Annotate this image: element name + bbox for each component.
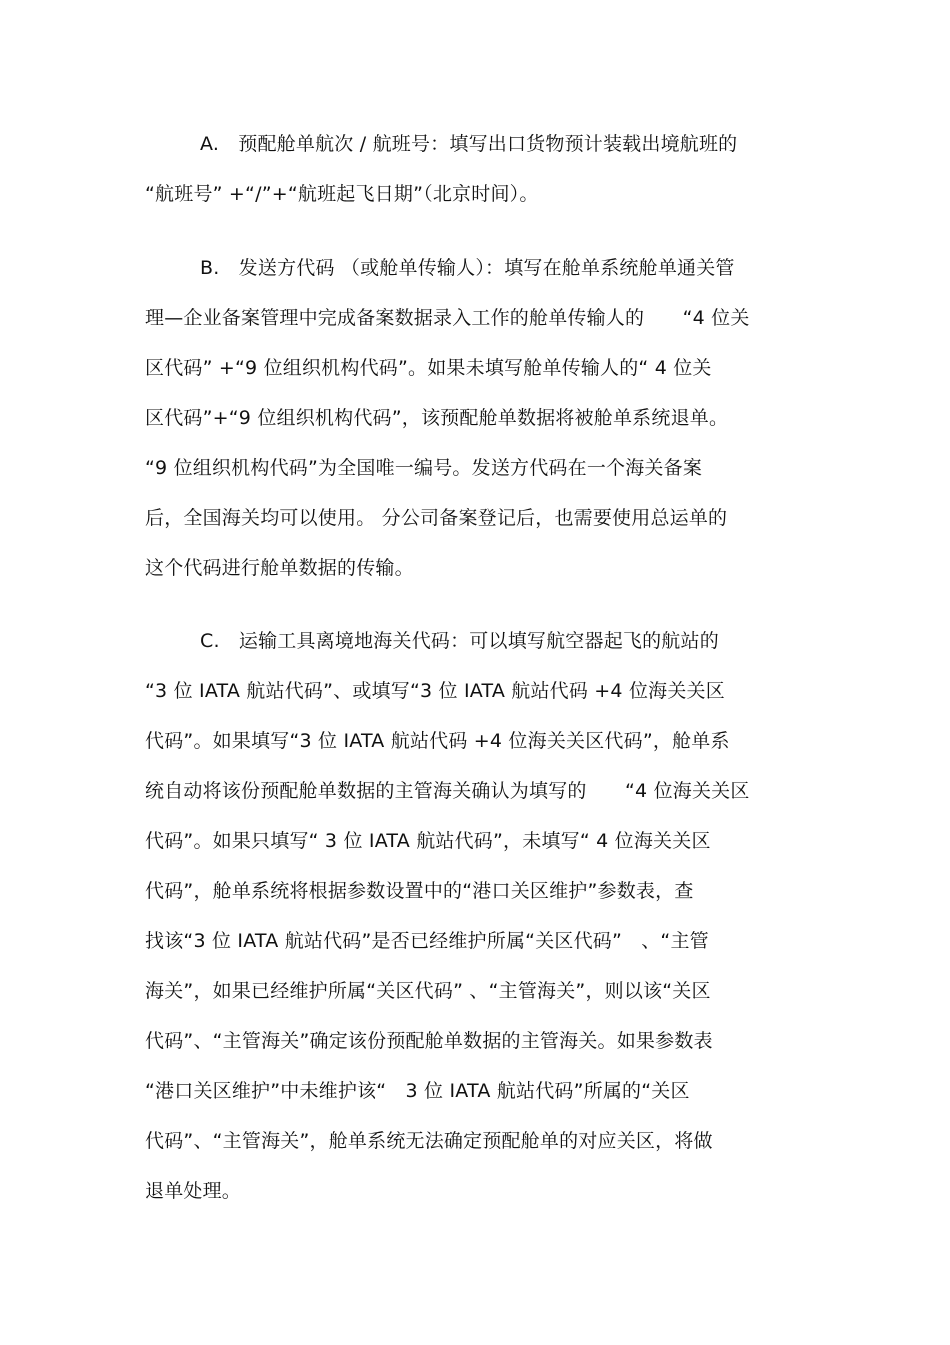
section-b-line-5: “9 位组织机构代码”为全国唯一编号。发送方代码在一个海关备案 [145,457,703,479]
section-c-line-9: 代码”、“主管海关”确定该份预配舱单数据的主管海关。如果参数表 [145,1030,713,1052]
section-c-line-8: 海关”，如果已经维护所属“关区代码” 、“主管海关”，则以该“关区 [145,980,711,1002]
section-b-line-1: B. 发送方代码 （或舱单传输人）：填写在舱单系统舱单通关管 [200,257,735,279]
section-b-line-7: 这个代码进行舱单数据的传输。 [145,557,414,579]
section-c-line-11: 代码”、“主管海关”，舱单系统无法确定预配舱单的对应关区，将做 [145,1130,713,1152]
section-c-line-12: 退单处理。 [145,1180,242,1202]
section-c-line-5: 代码”。如果只填写“ 3 位 IATA 航站代码”，未填写“ 4 位海关关区 [145,830,711,852]
section-a-line-1: A. 预配舱单航次 / 航班号：填写出口货物预计装载出境航班的 [200,133,738,155]
section-c-line-3: 代码”。如果填写“3 位 IATA 航站代码 +4 位海关关区代码”，舱单系 [145,730,730,752]
section-c-line-10: “港口关区维护”中未维护该“ 3 位 IATA 航站代码”所属的“关区 [145,1080,690,1102]
section-b-line-6: 后，全国海关均可以使用。 分公司备案登记后，也需要使用总运单的 [145,507,728,529]
section-c-line-6: 代码”，舱单系统将根据参数设置中的“港口关区维护”参数表，查 [145,880,694,902]
section-c-line-7: 找该“3 位 IATA 航站代码”是否已经维护所属“关区代码” 、“主管 [145,930,709,952]
section-c-line-4: 统自动将该份预配舱单数据的主管海关确认为填写的 “4 位海关关区 [145,780,750,802]
section-a-line-2: “航班号” +“/”+“航班起飞日期”（北京时间）。 [145,183,539,205]
section-b-line-2: 理—企业备案管理中完成备案数据录入工作的舱单传输人的 “4 位关 [145,307,750,329]
section-c-line-1: C. 运输工具离境地海关代码：可以填写航空器起飞的航站的 [200,630,719,652]
section-b-line-4: 区代码”+“9 位组织机构代码”，该预配舱单数据将被舱单系统退单。 [145,407,729,429]
section-c-line-2: “3 位 IATA 航站代码”、或填写“3 位 IATA 航站代码 +4 位海关关区 [145,680,725,702]
section-b-line-3: 区代码” +“9 位组织机构代码”。如果未填写舱单传输人的“ 4 位关 [145,357,712,379]
